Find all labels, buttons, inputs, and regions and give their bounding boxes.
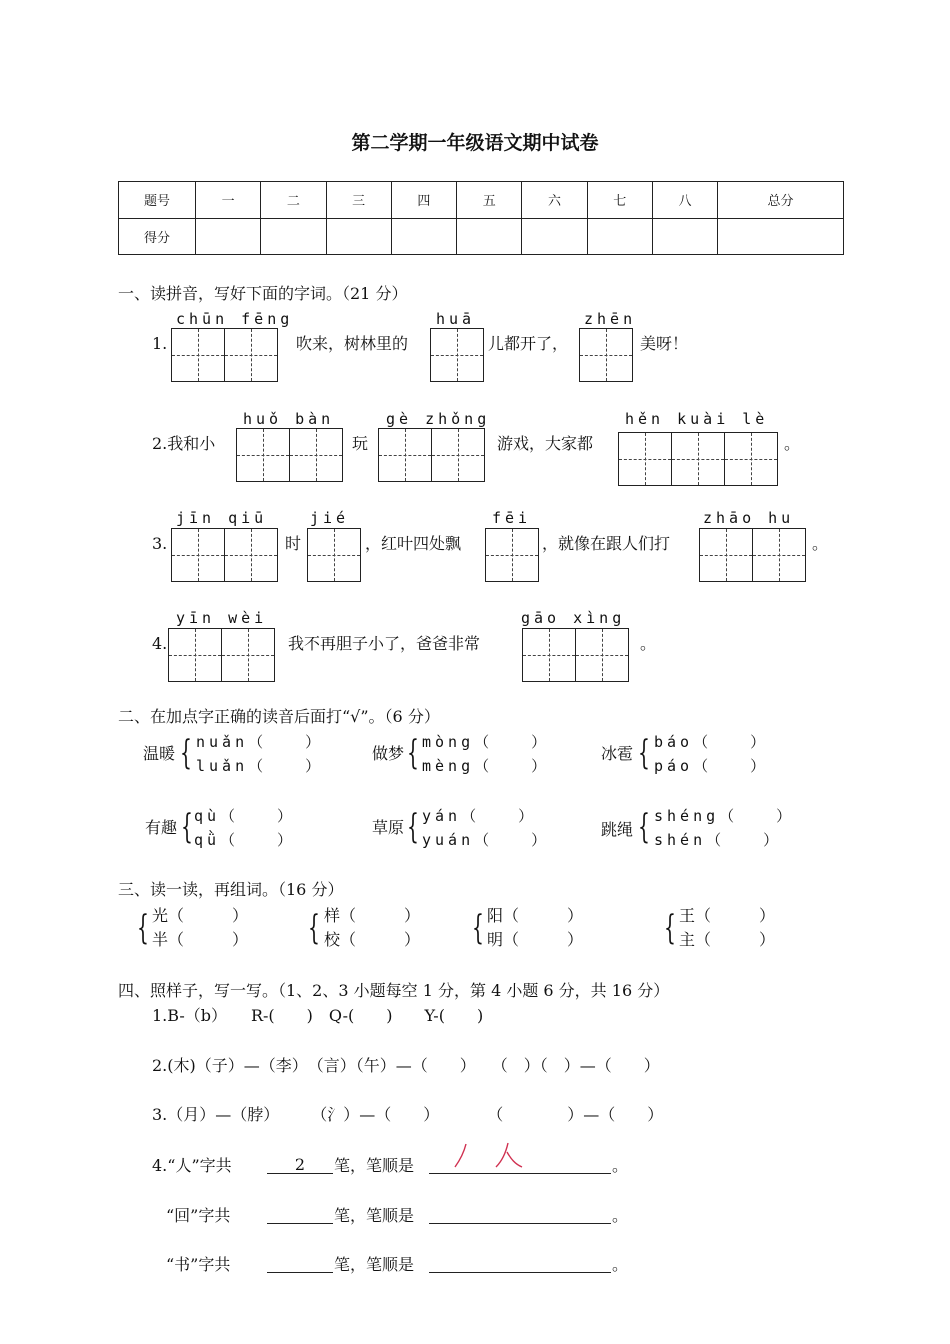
brace-icon: { — [638, 807, 650, 847]
writing-cell[interactable] — [724, 432, 778, 486]
score-header-cell: 八 — [652, 182, 717, 219]
stroke-order-blank[interactable] — [429, 1254, 611, 1273]
brace-icon: { — [308, 908, 320, 948]
pronunciation-word: 草原 — [372, 818, 405, 837]
score-cell[interactable] — [718, 218, 844, 255]
pronunciation-option[interactable]: qù（ ） — [194, 807, 297, 825]
pronunciation-word: 温暖 — [143, 744, 176, 763]
pronunciation-option[interactable]: páo（ ） — [654, 757, 770, 775]
stroke-order-blank[interactable] — [429, 1205, 611, 1224]
question-text: 。 — [812, 534, 829, 553]
score-header-cell: 六 — [522, 182, 587, 219]
pinyin-label: zhāo hu — [703, 509, 795, 527]
question-number: 4. — [152, 634, 168, 653]
score-header-cell: 二 — [261, 182, 326, 219]
writing-cell[interactable] — [224, 528, 278, 582]
question-text: 我不再胆子小了，爸爸非常 — [288, 634, 481, 653]
stroke-count-blank[interactable] — [267, 1254, 333, 1273]
brace-icon: { — [181, 807, 193, 847]
page-title: 第二学期一年级语文期中试卷 — [351, 132, 599, 154]
writing-grid — [378, 428, 484, 482]
handwritten-stroke-order — [452, 1140, 532, 1172]
writing-grid — [485, 528, 538, 582]
pinyin-label: hěn kuài lè — [625, 410, 769, 428]
writing-cell[interactable] — [168, 628, 222, 682]
writing-cell[interactable] — [485, 528, 539, 582]
question-text: 。 — [612, 1156, 629, 1175]
brace-icon: { — [180, 733, 192, 773]
writing-cell[interactable] — [575, 628, 629, 682]
question-line: 3.（月）—（脖） （氵）—（ ） （ ）—（ ） — [152, 1105, 664, 1124]
section-2-heading: 二、在加点字正确的读音后面打“√”。（6 分） — [118, 707, 440, 726]
writing-cell[interactable] — [378, 428, 432, 482]
score-cell[interactable] — [652, 218, 717, 255]
pinyin-label: chūn fēng — [176, 310, 294, 328]
question-text: 。 — [612, 1206, 629, 1225]
question-text: 。 — [640, 634, 657, 653]
question-text: 美呀！ — [640, 334, 689, 353]
pronunciation-option[interactable]: luǎn（ ） — [196, 757, 325, 775]
brace-icon: { — [137, 908, 149, 948]
word-group-item[interactable]: 阳（ ） — [487, 906, 584, 925]
question-line: 1.B-（b） R-( ) Q-( ) Y-( ) — [152, 1006, 484, 1025]
pronunciation-option[interactable]: mòng（ ） — [422, 733, 551, 751]
writing-cell[interactable] — [171, 328, 225, 382]
writing-grid — [522, 628, 628, 682]
score-header-cell: 三 — [326, 182, 391, 219]
question-text: 游戏，大家都 — [497, 434, 594, 453]
score-cell[interactable] — [587, 218, 652, 255]
writing-grid — [618, 432, 777, 486]
section-3-heading: 三、读一读，再组词。（16 分） — [118, 880, 344, 899]
pronunciation-word: 做梦 — [372, 744, 405, 763]
writing-cell[interactable] — [236, 428, 290, 482]
question-text: 。 — [612, 1255, 629, 1274]
pronunciation-option[interactable]: qǜ（ ） — [194, 831, 297, 849]
pronunciation-word: 跳绳 — [601, 820, 634, 839]
score-cell[interactable] — [522, 218, 587, 255]
writing-grid — [307, 528, 360, 582]
score-table-header-row — [119, 182, 844, 219]
question-text: 笔，笔顺是 — [334, 1206, 415, 1225]
pinyin-label: gāo xìng — [521, 609, 626, 627]
question-text: 时 — [285, 534, 302, 553]
pronunciation-option[interactable]: báo（ ） — [654, 733, 770, 751]
writing-cell[interactable] — [579, 328, 633, 382]
word-group-item[interactable]: 光（ ） — [152, 906, 249, 925]
brace-icon: { — [472, 908, 484, 948]
word-group-item[interactable]: 王（ ） — [679, 906, 776, 925]
question-text: 笔，笔顺是 — [334, 1255, 415, 1274]
question-text: 儿都开了， — [488, 334, 569, 353]
pronunciation-option[interactable]: nuǎn（ ） — [196, 733, 325, 751]
score-cell[interactable] — [457, 218, 522, 255]
score-table — [118, 181, 844, 255]
stroke-count-blank[interactable] — [267, 1205, 333, 1224]
writing-grid — [171, 528, 277, 582]
question-text: ，红叶四处飘 — [365, 534, 462, 553]
question-number: 2.我和小 — [152, 434, 216, 453]
question-text: 吹来，树林里的 — [296, 334, 409, 353]
writing-grid — [699, 528, 805, 582]
brace-icon: { — [407, 807, 419, 847]
score-cell[interactable] — [391, 218, 456, 255]
word-group-item[interactable]: 样（ ） — [324, 906, 421, 925]
word-group-item[interactable]: 半（ ） — [152, 930, 249, 949]
word-group-item[interactable]: 主（ ） — [679, 930, 776, 949]
pinyin-label: jié — [310, 509, 350, 527]
pinyin-label: yīn wèi — [176, 609, 268, 627]
writing-cell[interactable] — [752, 528, 806, 582]
brace-icon: { — [664, 908, 676, 948]
section-1-heading: 一、读拼音，写好下面的字词。（21 分） — [118, 284, 408, 303]
stroke-count-blank[interactable]: 2 — [267, 1155, 333, 1174]
writing-cell[interactable] — [430, 328, 484, 382]
writing-cell[interactable] — [699, 528, 753, 582]
score-table-score-row — [119, 218, 844, 255]
pinyin-label: jīn qiū — [176, 509, 268, 527]
writing-cell[interactable] — [171, 528, 225, 582]
score-header-cell: 一 — [196, 182, 261, 219]
pronunciation-word: 有趣 — [145, 818, 178, 837]
writing-grid — [171, 328, 277, 382]
pronunciation-option[interactable]: shén（ ） — [654, 831, 783, 849]
word-group-item[interactable]: 校（ ） — [324, 930, 421, 949]
question-text: 。 — [784, 434, 801, 453]
pinyin-label: zhēn — [584, 310, 637, 328]
question-line: 2.(木)（子）—（李） （言）（午）—（ ） （ ）（ ）—（ ） — [152, 1056, 660, 1075]
question-text: ，就像在跟人们打 — [542, 534, 671, 553]
brace-icon: { — [407, 733, 419, 773]
brace-icon: { — [638, 733, 650, 773]
question-text: 笔，笔顺是 — [334, 1156, 415, 1175]
writing-grid — [236, 428, 342, 482]
question-number: 1. — [152, 334, 168, 353]
writing-cell[interactable] — [618, 432, 672, 486]
question-text: 玩 — [352, 434, 369, 453]
writing-grid — [579, 328, 632, 382]
writing-cell[interactable] — [522, 628, 576, 682]
writing-cell[interactable] — [224, 328, 278, 382]
pronunciation-option[interactable]: yán（ ） — [422, 807, 538, 825]
word-group-item[interactable]: 明（ ） — [487, 930, 584, 949]
pinyin-label: huǒ bàn — [243, 410, 335, 428]
score-header-cell: 五 — [457, 182, 522, 219]
writing-grid — [430, 328, 483, 382]
score-header-cell: 七 — [587, 182, 652, 219]
score-header-cell: 总分 — [718, 182, 844, 219]
writing-grid — [168, 628, 274, 682]
score-header-cell: 题号 — [119, 182, 196, 219]
pinyin-label: gè zhǒng — [386, 410, 491, 428]
pronunciation-option[interactable]: yuán（ ） — [422, 831, 551, 849]
question-text: 4.“人”字共 — [152, 1156, 232, 1175]
pronunciation-option[interactable]: shéng（ ） — [654, 807, 796, 825]
writing-cell[interactable] — [307, 528, 361, 582]
question-text: “书”字共 — [166, 1255, 231, 1274]
score-cell[interactable] — [261, 218, 326, 255]
pinyin-label: fēi — [492, 509, 532, 527]
writing-cell[interactable] — [289, 428, 343, 482]
score-header-cell: 四 — [391, 182, 456, 219]
pronunciation-word: 冰雹 — [601, 744, 634, 763]
pinyin-label: huā — [436, 310, 476, 328]
question-number: 3. — [152, 534, 168, 553]
writing-cell[interactable] — [431, 428, 485, 482]
score-cell[interactable] — [326, 218, 391, 255]
pronunciation-option[interactable]: mèng（ ） — [422, 757, 551, 775]
score-row-label: 得分 — [119, 218, 196, 255]
writing-cell[interactable] — [671, 432, 725, 486]
section-4-heading: 四、照样子，写一写。（1、2、3 小题每空 1 分，第 4 小题 6 分，共 16 分） — [118, 981, 670, 1000]
writing-cell[interactable] — [221, 628, 275, 682]
question-text: “回”字共 — [166, 1206, 231, 1225]
score-cell[interactable] — [196, 218, 261, 255]
